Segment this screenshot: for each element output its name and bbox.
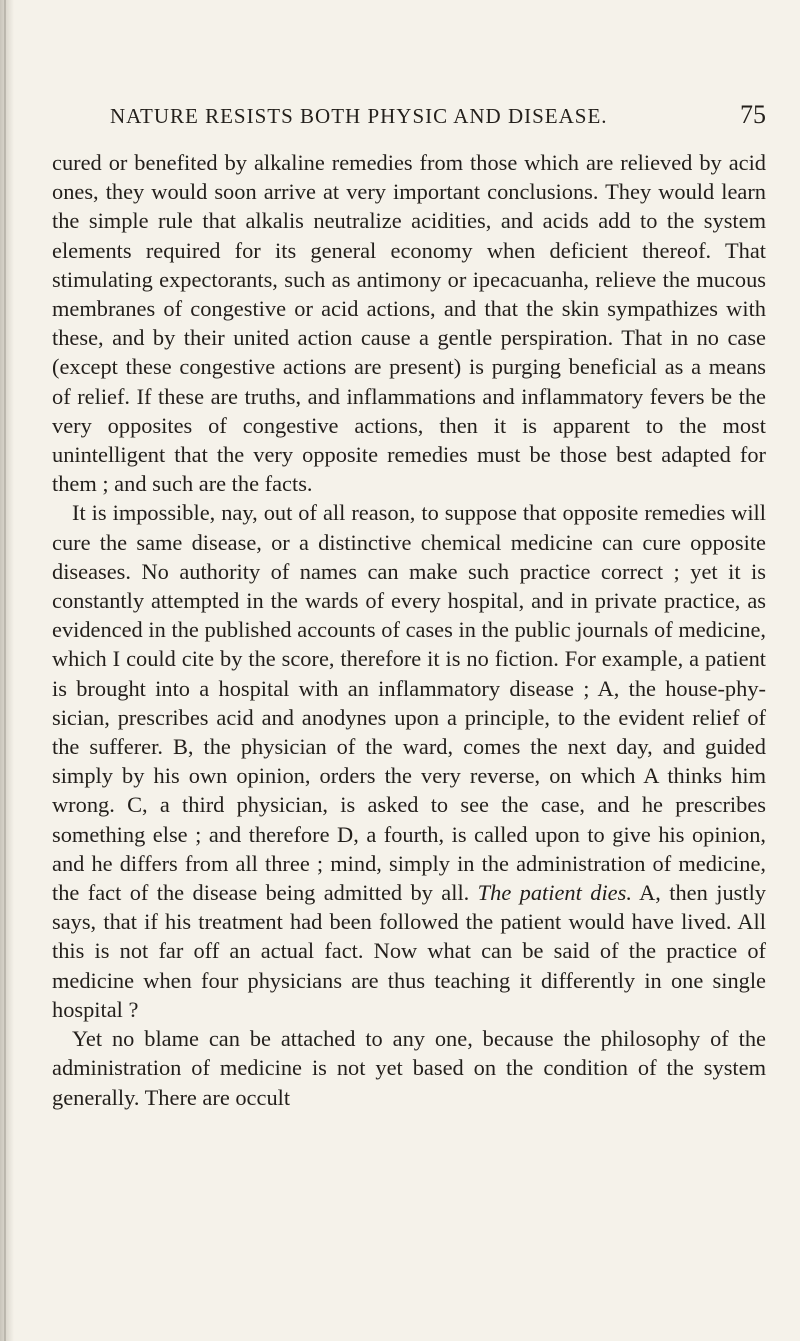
- paragraph-1: cured or benefited by alkaline remedies from those which are relieved by acid ones, they would soon arrive at very important conclusions. They would learn the simple rule that alkalis neutralize acidities, and acids add to the system elements required for its general economy when deficient thereof. That stimulating expectorants, such as antimony or ipecacuanha, relieve the mucous membranes of congestive or acid actions, and that the skin sympathizes with these, and by their united action cause a gentle perspiration. That in no case (except these congestive actions are present) is purging beneficial as a means of relief. If these are truths, and inflammations and inflammatory fevers be the very opposites of congestive actions, then it is apparent to the most unintelligent that the very opposite remedies must be those best adapted for them ; and such are the facts.: [52, 150, 766, 497]
- body-text: [52, 148, 766, 1112]
- page-number: 75: [740, 100, 766, 129]
- paragraph-3: Yet no blame can be attached to any one, because the philosophy of the administration of medicine is not yet based on the condition of the system generally. There are occult: [52, 1026, 766, 1110]
- paragraph-2: [52, 498, 766, 1024]
- paragraph-2-italic: The patient dies.: [477, 880, 632, 906]
- binding-edge: [4, 0, 6, 1341]
- book-page: [52, 96, 766, 1112]
- paragraph-2-text-b: A, then justly says, that if his treatment had been followed the patient would have lived. All this is not far off an actual fact. Now what can be said of the practice of medicine when four physicians are thus teaching it differently in one single hospital ?: [52, 880, 766, 1022]
- binding-shadow: [0, 0, 14, 1341]
- running-title: NATURE RESISTS BOTH PHYSIC AND DISEASE.: [110, 104, 608, 128]
- running-head: [52, 96, 766, 140]
- paragraph-2-text-a: It is impossible, nay, out of all reason, to suppose that opposite remedies will cure the same disease, or a distinctive chemical medicine can cure opposite diseases. No authority of names can make such practice correct ; yet it is constantly attempted in the wards of every hospital, and in private practice, as evidenced in the published accounts of cases in the public journals of medicine, which I could cite by the score, therefore it is no fiction. For example, a patient is brought into a hospital with an inflammatory disease ; A, the house-physician, prescribes acid and anodynes upon a principle, to the evident relief of the sufferer. B, the physician of the ward, comes the next day, and guided simply by his own opinion, orders the very reverse, on which A thinks him wrong. C, a third physician, is asked to see the case, and he prescribes something else ; and therefore D, a fourth, is called upon to give his opinion, and he differs from all three ; mind, simply in the administration of medicine, the fact of the disease being admitted by all.: [52, 500, 766, 906]
